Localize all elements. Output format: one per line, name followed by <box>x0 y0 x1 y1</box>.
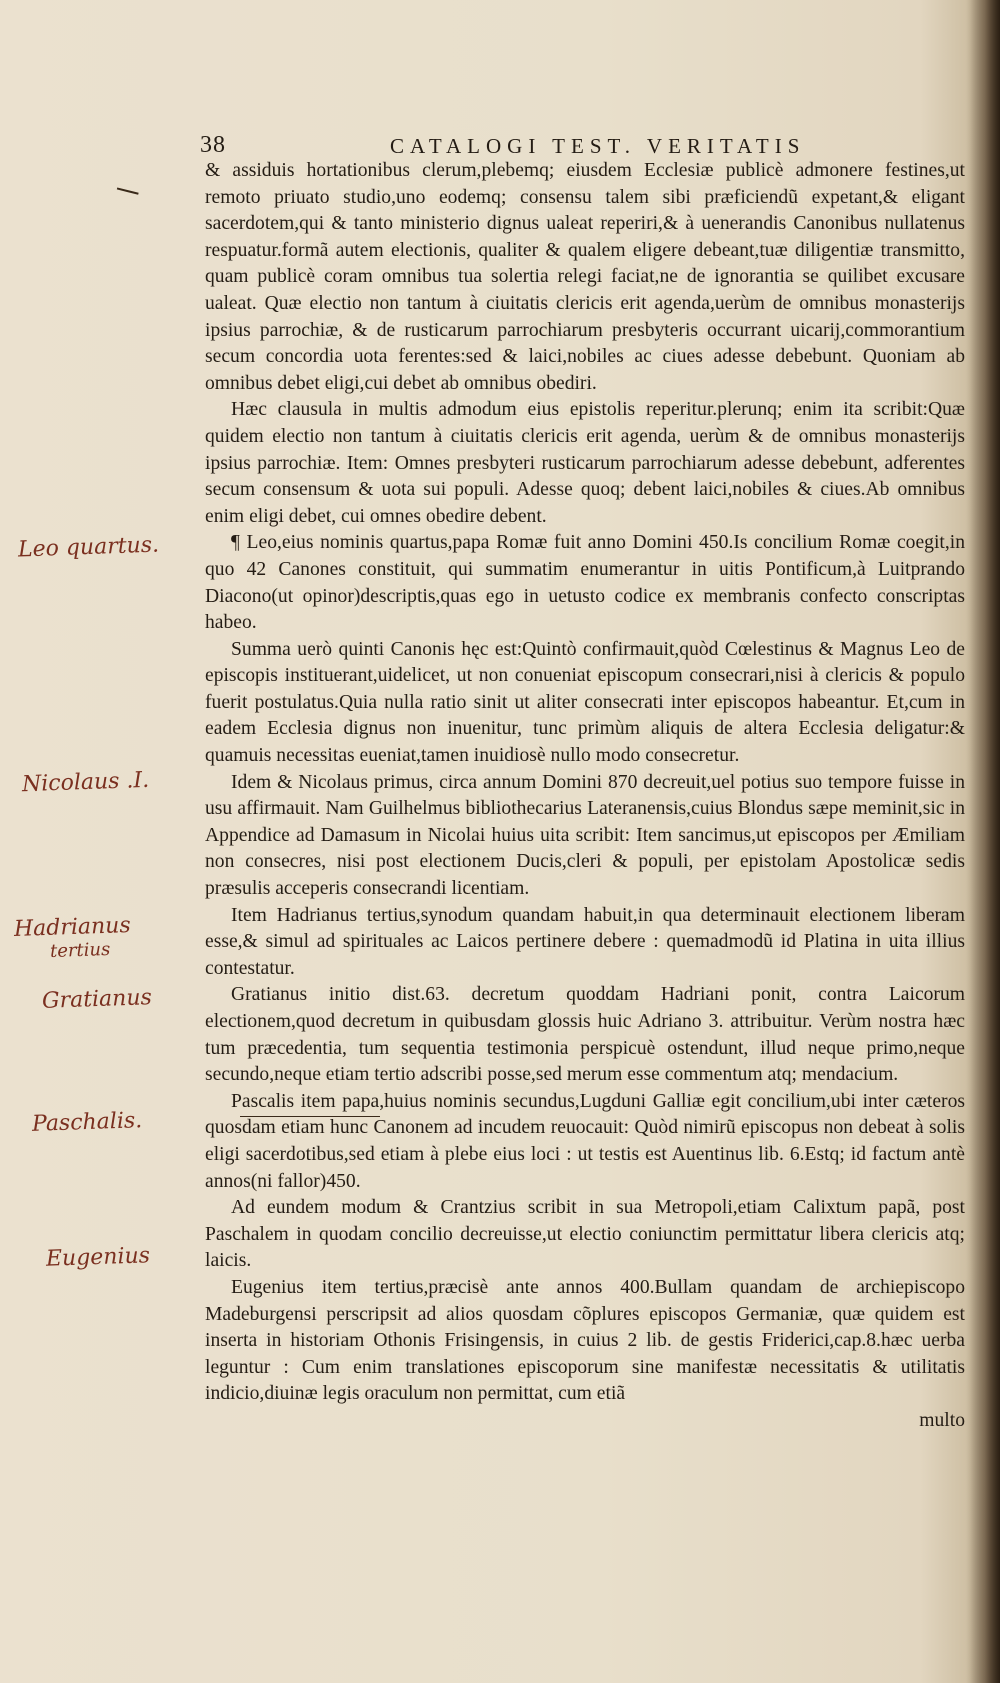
margin-note-eugenius: Eugenius <box>45 1243 151 1272</box>
catchword: multo <box>919 1409 965 1431</box>
page-number: 38 <box>200 132 226 158</box>
paragraph: ¶ Leo,eius nominis quartus,papa Romæ fuit anno Domini 450.Is concilium Romæ coegit,in quo 42 Canones constituit, qui summatim enumerantur in uitis Pontificum,à Luitprando Diacono(ut opinor)descriptis,quas ego in uetusto codice ex membranis confecto conscriptas habeo. <box>205 532 965 634</box>
paragraph: Pascalis item papa,huius nominis secundus,Lugduni Galliæ egit concilium,ubi inter cæteros quosdam etiam hunc Canonem ad incudem reuocauit: Quòd nimirũ episcopus non debeat à solis eligi sacerdotibus,sed etiam à plebe eius loci : ut testis est Auentinus lib. 6.Estq; id factum antè annos(ni fallor)450. <box>205 1090 965 1192</box>
paragraph: Eugenius item tertius,præcisè ante annos 400.Bullam quandam de archiepiscopo Madeburgensi perscripsit ad alios quosdam cõplures episcopos Germaniæ, quæ quidem est inserta in historiam Othonis Frisingensis, in cuius 2 lib. de gestis Friderici,cap.8.hæc uerba leguntur : Cum enim translationes episcoporum sine manifestæ necessitatis & utilitatis indicio,diuinæ legis oraculum non permittat, cum etiã <box>205 1276 965 1405</box>
paragraph: Summa uerò quinti Canonis hęc est:Quintò confirmauit,quòd Cœlestinus & Magnus Leo de episcopis instituerant,uidelicet, ut non conueniat episcopum consecrari,nisi à clericis & populo fuerit postulatus.Quia nulla ratio sinit ut aliter consecrati inter episcopos habeantur. Et,cum in eadem Ecclesia dignus non inuenitur, tunc primùm aliquis de altera Ecclesia deligatur:& quamuis necessitas eueniat,tamen inuidiosè nullo modo consecretur. <box>205 638 965 767</box>
binding-shadow <box>966 0 1000 1683</box>
margin-note-tertius: tertius <box>49 938 111 963</box>
margin-note-nicolaus: Nicolaus .I. <box>21 767 150 798</box>
paragraph: Hæc clausula in multis admodum eius epistolis reperitur.plerunq; enim ita scribit:Quæ quidem electio non tantum à ciuitatis clericis erit agenda, uerùm & de omnibus monasterijs ipsius parrochiæ. Item: Omnes presbyteri rusticarum parrochiarum adesse debebunt, adferentes secum consensum & uota sui populi. Adesse quoq; debent laici,nobiles & ciues.Ab omnibus enim eligi debet, cui omnes obedire debent. <box>205 399 965 527</box>
paragraph: Idem & Nicolaus primus, circa annum Domini 870 decreuit,uel potius suo tempore fuisse in usu affirmauit. Nam Guilhelmus bibliothecarius Lateranensis,cuius Blondus sæpe meminit,sic in Appendice ad Damasum in Nicolai huius uita scribit: Item sancimus,ut episcopos per Æmiliam non consecres, nisi post electionem Ducis,cleri & populi, per epistolam Apostolicæ sedis præsulis acceperis consecrandi licentiam. <box>205 771 965 900</box>
paragraph: & assiduis hortationibus clerum,plebemq; eiusdem Ecclesiæ publicè admonere festines,ut remoto priuato studio,uno eodemq; consensu talem sibi præficiendũ expetant,& eligant sacerdotem,qui & tanto ministerio dignus ualeat reperiri,& à uenerandis Canonibus nullatenus respuatur.formã autem electionis, qualiter & qualem eligere debeant,tuæ diligentiæ transmitto, quam publicè coram omnibus tua solertia relegi faciat,ne de ignorantia se quilibet excusare ualeat. Quæ electio non tantum à ciuitatis clericis erit agenda,uerùm de omnibus monasterijs ipsius parrochiæ, & de rusticarum parrochiarum presbyteris occurrant uicarij,commorantium secum concordia uota ferentes:sed & laici,nobiles ac ciues adesse debebunt. Quoniam ab omnibus debet eligi,cui debet ab omnibus obediri. <box>205 160 965 394</box>
paragraph: Gratianus initio dist.63. decretum quoddam Hadriani ponit, contra Laicorum electionem,quod decretum in quibusdam glossis huic Adriano 3. attribuitur. Verùm nostra hæc tum præcedentia, tum sequentia testimonia perspicuè ostendunt, illud neque primo,neque secundo,neque etiam tertio adscribi posse,sed merum esse commentum atq; mendacium. <box>205 984 965 1086</box>
margin-note-gratianus: Gratianus <box>41 985 153 1014</box>
margin-note-paschalis: Paschalis. <box>31 1108 143 1137</box>
margin-note-leo: Leo quartus. <box>17 532 160 563</box>
paragraph: Item Hadrianus tertius,synodum quandam habuit,in qua determinauit electionem liberam esse,& simul ad spirituales ac Laicos pertinere debere : quemadmodũ id Platina in uita illius contestatur. <box>205 904 965 979</box>
paragraph: Ad eundem modum & Crantzius scribit in sua Metropoli,etiam Calixtum papã, post Paschalem in quodam concilio decreuisse,ut electio coniunctim permittatur libera clericis atq; laicis. <box>205 1197 965 1272</box>
margin-tick-mark <box>115 187 138 200</box>
body-text <box>205 158 965 1435</box>
margin-note-hadrianus: Hadrianus <box>13 912 132 943</box>
running-title: CATALOGI TEST. VERITATIS <box>390 134 806 158</box>
